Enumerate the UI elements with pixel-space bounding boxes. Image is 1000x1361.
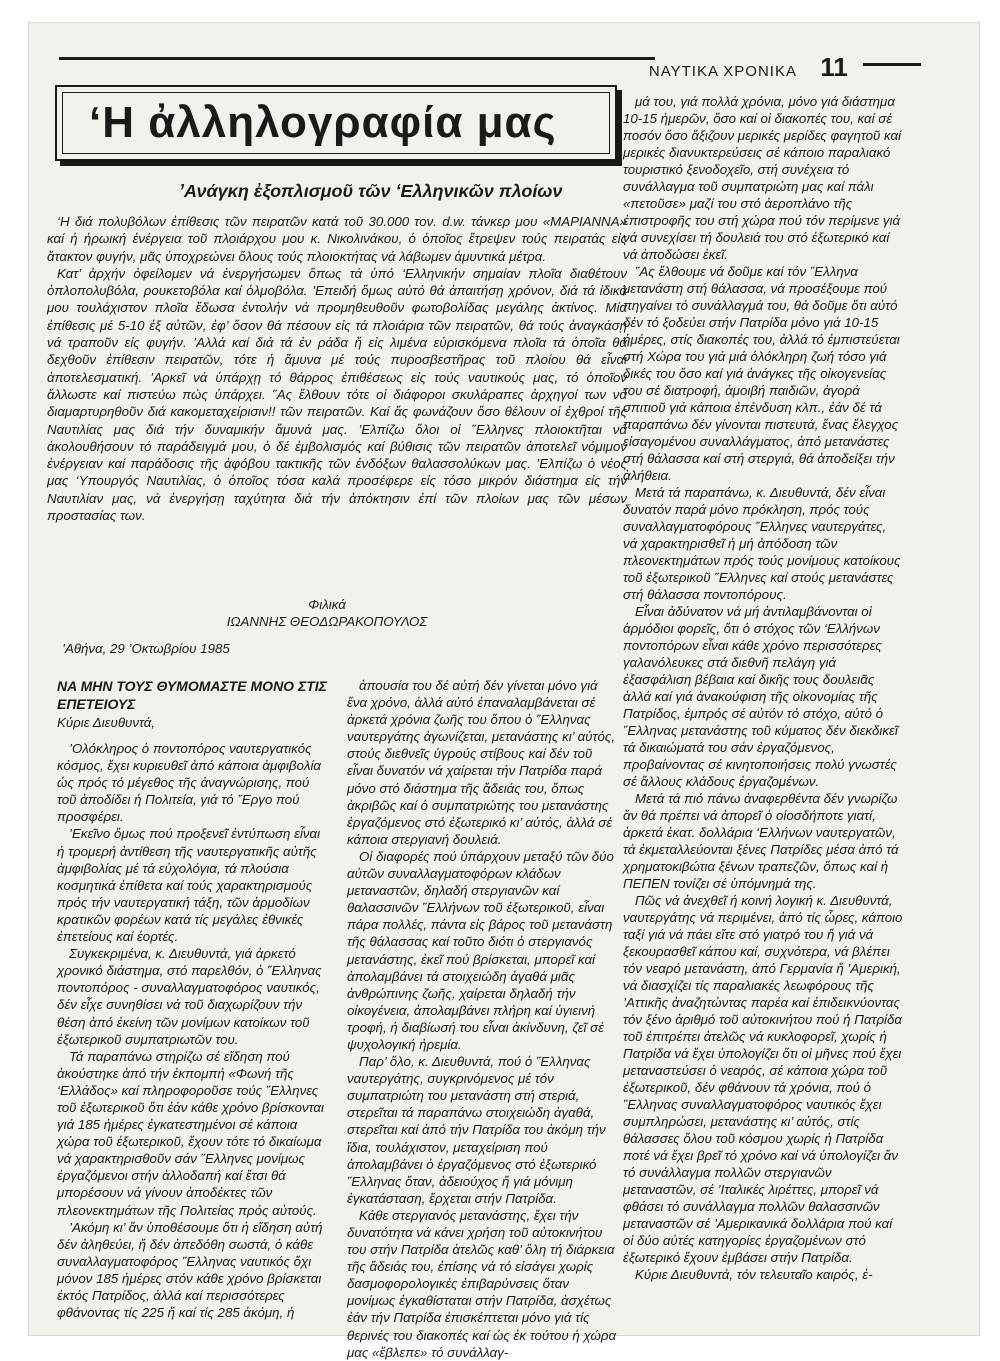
letter-signoff bbox=[47, 596, 607, 630]
running-head: ΝΑΥΤΙΚΑ ΧΡΟΝΙΚΑ bbox=[648, 63, 797, 80]
column-middle bbox=[347, 677, 617, 1361]
column-paragraph: Οἱ διαφορές πού ὑπάρχουν μεταξύ τῶν δύο αὐτῶν συναλλαγματοφόρων κλάδων μεταναστῶν, δηλαδή στεργιανῶν καί θαλασσινῶν ῞Ελλήνων τοῦ ἐξωτερικοῦ, εἶναι πάρα πολλές, πάντα εἰς βάρος τοῦ μετανάστη τῆς θάλασσας καί τοῦτο διότι ὁ στεργιανός μετανάστης, ἐκεῖ πού βρίσκεται, μπορεῖ καί ἀπολαμβάνει τά στοιχειώδη ἀγαθά μιᾶς ἀνθρώπινης ζωῆς, χαίρεται δηλαδή τήν οἰκογένεια, ἀπολαμβάνει πλήρη καί ὑγιεινή τροφή, ἡ διαβίωσή του εἶναι ἀκίνδυνη, ζεῖ σέ ψυχολογική ἠρεμία. bbox=[347, 848, 614, 1052]
column-paragraph: Κάθε στεργιανός μετανάστης, ἔχει τήν δυνατότητα νά κάνει χρήση τοῦ αὐτοκινήτου του στήν Πατρίδα ἀτελῶς καθ’ ὅλη τή διάρκεια τῆς ἄδειάς του, ἐπίσης νά τό εἰσάγει χωρίς δασμοφορολογικές ἐπιβαρύνσεις ὅταν μονίμως ἐγκαθίσταται στήν Πατρίδα, ἀσχέτως ἐάν τήν Πατρίδα ἐπισκέπτεται μόνο γιά τίς θερινές του διακοπές καί ὡς ἐκ τούτου ἡ χώρα μας «ἔβλεπε» τό συνάλλαγ- bbox=[347, 1207, 617, 1360]
article-heading: ΝΑ ΜΗΝ ΤΟΥΣ ΘΥΜΟΜΑΣΤΕ ΜΟΝΟ ΣΤΙΣ ΕΠΕΤΕΙΟΥΣ bbox=[57, 678, 327, 712]
column-paragraph: μά του, γιά πολλά χρόνια, μόνο γιά διάστημα 10-15 ἡμερῶν, ὅσο καί οἱ διακοπές του, καί σέ ποσόν ὅσο ἄξιζουν μερικές μερίδες φαγητοῦ καί μερικές διανυκτερεύσεις σέ κάποιο παραλιακό τουριστικό ξενοδοχεῖο, στή συνέχεια τό συνάλλαγμα τοῦ συμπατριώτη μας καί πάλι «πετοῦσε» μαζί του στό ἀεροπλάνο τῆς ἐπιστροφῆς του στή χώρα πού τόν περίμενε γιά νά συνεχίσει τή δουλειά του στό ἐξωτερικό καί νά ἀποδώσει ἐκεῖ. bbox=[623, 94, 902, 262]
column-paragraph: ἀπουσία του δέ αὐτή δέν γίνεται μόνο γιά ἕνα χρόνο, ἀλλά αὐτό ἐπαναλαμβάνεται σέ ἀρκετά χρόνια ζωῆς του ὅπου ὁ ῞Ελληνας ναυτεργάτης ἀγωνίζεται, μετανάστης κι’ αὐτός, στούς διεθνεῖς ὑγρούς στίβους καί δέν τοῦ εἶναι δυνατόν νά χαίρεται τήν Πατρίδα παρά μόνο στό διάστημα τῆς ἄδειάς του, ὅπως ἀκριβῶς καί ὁ συμπατριώτης του μετανάστης ἐργαζόμενος στό ἐξωτερικό κι’ αὐτός, ἀλλά σέ κάποια στεργιανή δουλειά. bbox=[347, 678, 616, 847]
column-paragraph: Εἶναι ἀδύνατον νά μή ἀντιλαμβάνονται οἱ ἁρμόδιοι φορεῖς, ὅτι ὁ στόχος τῶν ‘Ελλήνων ποντοπόρων εἶναι κάθε χρόνο περισσότερες γαλανόλευκες στά διεθνῆ πελάγη γιά ἐξασφάλιση βέβαια καί δικῆς τους δουλειᾶς ἀλλά καί γιά ἀνακούφιση τῆς οἰκονομίας τῆς Πατρίδος, ἐμπρός σέ αὐτόν τό στόχο, αὐτό ὁ ῞Ελληνας μετανάστης τοῦ κύματος δέν διεκδικεῖ τά δικαιώματά του σάν ἐργαζόμενος, προβαίνοντας σέ κινητοποιήσεις πολύ γνωστές σέ ἄλλους κλάδους ἐργαζομένων. bbox=[623, 604, 898, 789]
column-paragraph: Κύριε Διευθυντά, τόν τελευταῖο καιρός, ἐ- bbox=[635, 1267, 873, 1282]
dateline: ’Αθήνα, 29 ’Οκτωβρίου 1985 bbox=[62, 641, 230, 656]
column-paragraph: ’Ολόκληρος ὁ ποντοπόρος ναυτεργατικός κόσμος, ἔχει κυριευθεῖ ἀπό κάποια ἀμφιβολία ὡς πρός τό μέγεθος τῆς ἀναγνώρισης, πού τοῦ ἀποδίδει ἡ Πολιτεία, γιά τό ῎Εργο πού προσφέρει. bbox=[57, 741, 321, 825]
column-paragraph: Πῶς νά ἀνεχθεῖ ἡ κοινή λογική κ. Διευθυντά, ναυτεργάτης νά περιμένει, ἀπό τίς ὧρες, κάποιο ταξί γιά νά πάει εἴτε στό γιατρό του ἤ γιά νά ξεκουρασθεῖ κάπου καί, συχνότερα, νά βλέπει τόν νεαρό μετανάστη, ἀπό Γερμανία ἤ ’Αμερική, νά διασχίζει τίς παραλιακές λεωφόρους τῆς ’Αττικῆς ἀναζητώντας παρέα καί ἐπιδεικνύοντας τόν ξένο ἀριθμό τοῦ αὐτοκινήτου πού ἡ Πατρίδα τοῦ ἐπιτρέπει ἀτελῶς νά κυκλοφορεῖ, χωρίς ἡ Πατρίδα νά ἔχει ὑπολογίζει ὅτι οἱ μῆνες πού ἔχει μεταναστεύσει ὁ νεαρός, σέ κάποια χώρα τοῦ ἐξωτερικοῦ, δέν φθάνουν τά χρόνια, πού ὁ ῞Ελληνας συναλλαγματοφόρος ναυτικός ἔχει συμπληρώσει, μετανάστης κι’ αὐτός, στίς θάλασσες ὅλου τοῦ κόσμου χωρίς ἡ Πατρίδα ποτέ νά ἔχει βρεῖ τό χρόνο καί νά ὑπολογίζει ἄν τό συνάλλαγμα πολλῶν στεργιανῶν μεταναστῶν, σέ ’Ιταλικές λιρέττες, μπορεῖ νά φθάσει τό συνάλλαγμα πολλῶν θαλασσινῶν μεταναστῶν σέ ’Αμερικανικά δολλάρια πού καί οἱ δύο αὐτές κατηγορίες ἐργαζομένων στό ἐξωτερικό ἔχουν ἐμβάσει στήν Πατρίδα. bbox=[623, 893, 903, 1265]
page-number: 11 bbox=[820, 52, 848, 82]
section-title: ‘Η ἀλληλογραφία μας bbox=[62, 92, 610, 154]
column-paragraph: Τά παραπάνω στηρίζω σέ εἴδηση πού ἀκούστηκε ἀπό τήν ἐκπομπή «Φωνή τῆς ‘Ελλάδος» καί πληροφοροῦσε τούς ῞Ελληνες τοῦ ἐξωτερικοῦ ὅτι ἐάν κάθε χρόνο βρίσκονται γιά 185 ἡμέρες ἐγκατεστημένοι σέ κάποια χώρα τοῦ ἐξωτερικοῦ, ἔχουν τότε τό δικαίωμα νά χαρακτηρισθοῦν σάν ῞Ελληνες μονίμως ἐργαζόμενοι στήν ἀλλοδαπή καί ἔτσι θά μπορέσουν νά γίνουν ἀποδέκτες τῶν πλεονεκτημάτων τῆς Πολιτείας πρός αὐτούς. bbox=[57, 1048, 324, 1218]
column-paragraph: ῞Ας ἔλθουμε νά δοῦμε καί τόν ῞Ελληνα μετανάστη στή θάλασσα, νά προσέξουμε πού πηγαίνει τό συνάλλαγμά του, θά δοῦμε ὅτι αὐτό δέν τό ξοδεύει στήν Πατρίδα μόνο γιά 10-15 ἡμέρες, στίς διακοπές του, ἀλλά τό ἐμπιστεύεται στή Χώρα του γιά μιά ὁλόκληρη ζωή τόσο γιά δικές του ὅσο καί γιά ἀνάγκες τῆς οἰκογενείας του σέ διατροφή, ἀμοιβή παιδιῶν, ἀγορά σπιτιοῦ γιά κάποια ἐπένδυση κλπ., ἐάν δέ τά παραπάνω δέν γίνονται πιστευτά, ἕνας ἔλεγχος εἰσαγομένου συναλλάγματος, ἀπό μετανάστες στή θάλασσα καί στή στεργιά, θά ἀποδείξει τήν ἀλήθεια. bbox=[623, 264, 900, 483]
letter-subtitle: ’Ανάγκη ἐξοπλισμοῦ τῶν ‘Ελληνικῶν πλοίων bbox=[179, 181, 563, 201]
column-paragraph: Συγκεκριμένα, κ. Διευθυντά, γιά ἀρκετό χρονικό διάστημα, στό παρελθόν, ὁ ῞Ελληνας ποντοπόρος - συναλλαγματοφόρος ναυτικός, δέν εἶχε συνηθίσει νά τοῦ διαχωρίζουν τήν θέση ἀπό ἐκείνη τῶν μονίμων κατοίκων τοῦ ἐξωτερικοῦ συμπατριωτῶν του. bbox=[57, 946, 322, 1047]
letter-body bbox=[47, 213, 627, 524]
closing: Φιλικά bbox=[308, 597, 346, 612]
letter-paragraph: Κατ’ ἀρχήν ὀφείλομεν νά ἐνεργήσωμεν ὅπως τά ὑπό ‘Ελληνικήν σημαίαν πλοῖα διαθέτουν ὁπλοπολυβόλα, ρουκετοβόλα καί ὁλμοβόλα. ’Επειδή ὅμως αὐτό θά ἀπαιτήσῃ χρόνον, διά τά ἰδικά μου τουλάχιστον πλοῖα ἔδωσα ἐντολήν νά προμηθευθοῦν φωτοβολίδας μεγάλης ἀκτίνος. Μία ἐπίθεσις μέ 5-10 ἐξ αὐτῶν, ἐφ’ ὅσον θά πέσουν εἰς τά πλοιάρια τῶν πειρατῶν, θά τούς ἀναγκάσῃ νά τραποῦν εἰς φυγήν. ’Αλλά καί διά τά ἐν ράδα ἤ εἰς λιμένα εὑρισκόμενα πλοῖα τά ὁποῖα θά δεχθοῦν ἐπίθεσιν πειρατῶν, τότε ἡ ἄμυνα μέ τούς πυροσβεστῆρας τοῦ πλοίου θά εἶναι ἀποτελεσματική. ’Αρκεῖ νά ὑπάρχῃ τό θάρρος ἐπιθέσεως εἰς τούς ναυτικούς μας, τό ὁποῖον ἄλλωστε καί πιστεύω πώς ὑπάρχει. ῞Ας ἔλθουν τότε οἱ διάφοροι σκυλάραπες ἀρχηγοί των νά διαμαρτυρηθοῦν διά κακομεταχείρισιν!! τῶν πειρατῶν. Καί ἄς φωνάζουν ὅσο θέλουν οἱ ἐχθροί τῆς Ναυτιλίας μας διά τήν δυναμικήν ἄμυνά μας. ’Ελπίζω ὅλοι οἱ ῞Ελληνες πλοιοκτῆται νά ἀκολουθήσουν τό παράδειγμά μου, ὁ δέ ἐμβολισμός καί βύθισις τῶν πειρατῶν ἀποτελεῖ νόμιμον ἐνέργειαν καί παράδοσις τῆς ἀφόβου τακτικῆς τῶν ἐνδόξων θαλασσολύκων μας. ’Ελπίζω ὁ νέος μας ‘Υπουργός Ναυτιλίας, ὁ ὁποῖος τόσα καλά προσέφερε εἰς τόσο μικρόν διάστημα εἰς τήν Ναυτιλίαν μας, νά ἐνεργήσῃ ταχύτητα διά τήν ἀπόκτησιν ἐπί τῶν πλοίων μας τῶν μέσων προστασίας των. bbox=[47, 265, 627, 524]
header-rule-left bbox=[59, 57, 655, 60]
column-right bbox=[623, 93, 903, 1283]
letter-paragraph: ‘Η διά πολυβόλων ἐπίθεσις τῶν πειρατῶν κατά τοῦ 30.000 τον. d.w. τάνκερ μου «ΜΑΡΙΑΝΝΑ» καί ἡ ἡρωική ἐνέργεια τοῦ πλοιάρχου μου κ. Νικολινάκου, ὁ ὁποῖος ἔτρεψεν τούς πειρατάς εἰς ἄτακτον φυγήν, μᾶς ὑποχρεώνει ὅλους τούς πλοιοκτήτας νά λάβωμεν ἀμυντικά μέτρα. bbox=[47, 214, 627, 264]
column-paragraph: ’Εκεῖνο ὅμως πού προξενεῖ ἐντύπωση εἶναι ἡ τρομερή ἀντίθεση τῆς ναυτεργατικῆς αὐτῆς ἀμφιβολίας μέ τά εὐχολόγια, τά πλούσια κοσμητικά ἐπίθετα καί τούς χαρακτηρισμούς πρός τήν ναυτεργατική τάξη, τῶν ἁρμοδίων κρατικῶν φορέων κατά τίς μεγάλες ἐθνικές ἐπετείους καί ἑορτές. bbox=[57, 826, 321, 945]
column-paragraph: Μετά τά παραπάνω, κ. Διευθυντά, δέν εἶναι δυνατόν παρά μόνο πρόκληση, πρός τούς συναλλαγματοφόρους ῞Ελληνες ναυτεργάτες, νά χαρακτηρισθεῖ ἡ μή ἀπόδοση τῶν πλεονεκτημάτων πρός τούς μονίμους κατοίκους τοῦ ἐξωτερικοῦ ῞Ελληνες καί στούς μετανάστες στή θάλασσα ποντοπόρους. bbox=[623, 485, 901, 602]
salutation: Κύριε Διευθυντά, bbox=[57, 715, 156, 730]
column-paragraph: ’Ακόμη κι’ ἄν ὑποθέσουμε ὅτι ἡ εἴδηση αὐτή δέν ἀληθεύει, ἤ δέν ἀπεδόθη σωστά, ὁ κάθε συναλλαγματοφόρος ῞Ελληνας ναυτικός ὄχι μόνον 185 ἡμέρες στόν κάθε χρόνο βρίσκεται ἐκτός Πατρίδος, ἀλλά καί περισσότερες φθάνοντας τίς 225 ἤ καί τίς 285 ἀκόμη, ἡ bbox=[57, 1219, 323, 1321]
column-paragraph: Μετά τά πιό πάνω ἀναφερθέντα δέν γνωρίζω ἄν θά πρέπει νά ἀπορεῖ ὁ οἱοσδήποτε γιατί, ἀρκετά ἑκατ. δολλάρια ‘Ελλήνων ναυτεργατῶν, τά ἐκμεταλλεύονται ξένες Πατρίδες μέσα ἀπό τά χρηματοκιβώτια ξένων τραπεζῶν, ὅπως καί ἡ ΠΕΠΕΝ τονίζει σέ ὑπόμνημά της. bbox=[623, 791, 899, 891]
section-title-box bbox=[55, 85, 617, 161]
header-rule-right bbox=[863, 63, 921, 66]
signature: ΙΩΑΝΝΗΣ ΘΕΟΔΩΡΑΚΟΠΟΥΛΟΣ bbox=[226, 614, 428, 629]
magazine-page bbox=[28, 22, 980, 1360]
column-left bbox=[57, 677, 327, 1321]
column-paragraph: Παρ’ ὅλο, κ. Διευθυντά, πού ὁ ῞Ελληνας ναυτεργάτης, συγκρινόμενος μέ τόν συμπατριώτη του μετανάστη στή στεριά, στερεῖται τά παραπάνω στοιχειώδη ἀγαθά, στερεῖται καί ἀπό τήν Πατρίδα του ἀκόμη τήν ἴδια, τουλάχιστον, μεταχείριση πού ἀπολαμβάνει ὁ ἐργαζόμενος στό ἐξωτερικό ῞Ελληνας ὅταν, ἀδειούχος ἤ γιά μόνιμη ἐγκατάσταση, ἔρχεται στήν Πατρίδα. bbox=[347, 1054, 606, 1206]
